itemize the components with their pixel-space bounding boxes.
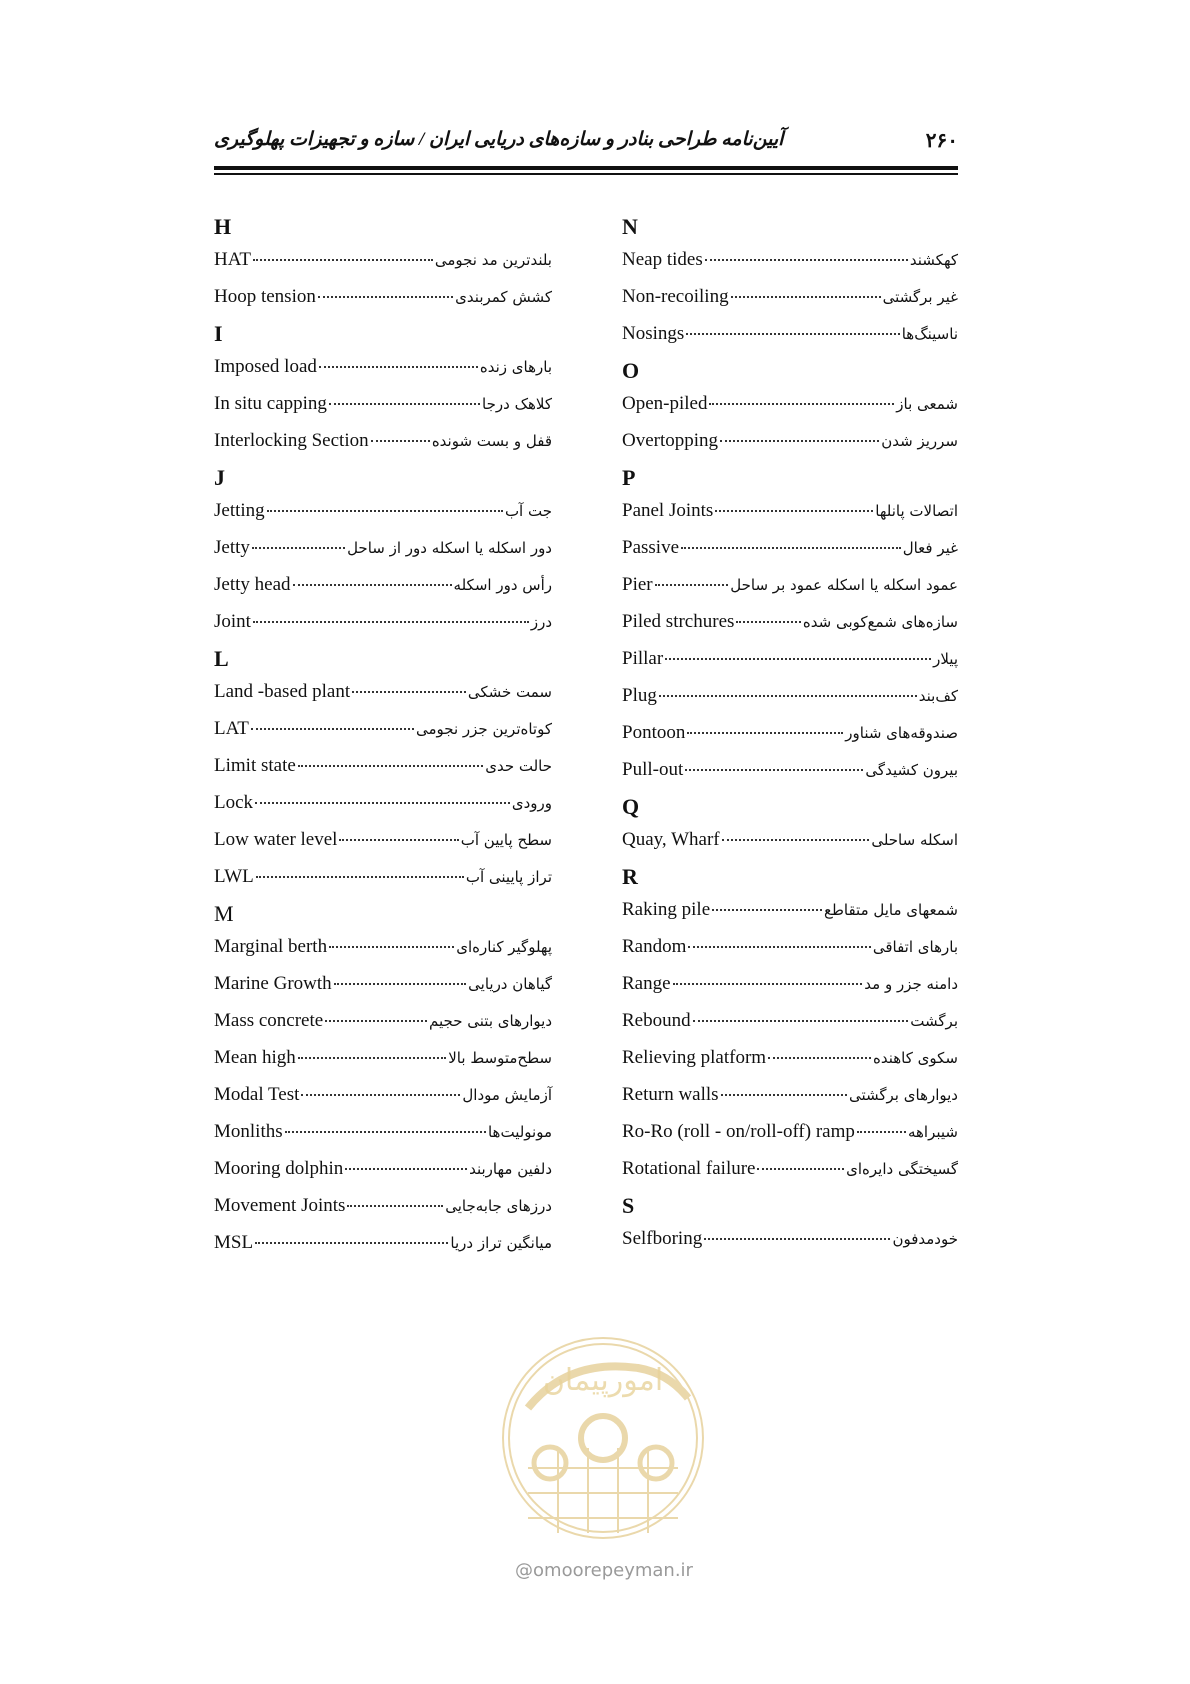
- term-english: Quay, Wharf: [622, 829, 720, 850]
- term-persian: غیر فعال: [902, 539, 958, 557]
- term-persian: پهلوگیر کناره‌ای: [456, 938, 552, 956]
- dot-leader: [720, 440, 879, 442]
- term-english: Return walls: [622, 1084, 719, 1105]
- term-persian: اسکله ساحلی: [871, 831, 958, 849]
- dot-leader: [256, 876, 464, 878]
- glossary-entry: [622, 492, 958, 529]
- glossary-entry: [214, 348, 552, 385]
- glossary-entry: [622, 928, 958, 965]
- dot-leader: [329, 946, 454, 948]
- dot-leader: [704, 1238, 890, 1240]
- glossary-entry: [214, 241, 552, 278]
- term-english: Movement Joints: [214, 1195, 346, 1216]
- term-english: Modal Test: [214, 1084, 300, 1105]
- glossary-entry: [622, 315, 958, 352]
- term-persian: ورودی: [511, 794, 552, 812]
- term-persian: سطح پایین آب: [460, 831, 552, 849]
- dot-leader: [688, 946, 870, 948]
- dot-leader: [721, 1094, 847, 1096]
- dot-leader: [319, 366, 478, 368]
- term-persian: سمت خشکی: [467, 683, 552, 701]
- term-english: Mooring dolphin: [214, 1158, 344, 1179]
- term-persian: بیرون کشیدگی: [865, 761, 958, 779]
- dot-leader: [325, 1020, 427, 1022]
- page-number: ۲۶۰: [925, 130, 958, 152]
- dot-leader: [301, 1094, 460, 1096]
- glossary-entry: [622, 751, 958, 788]
- dot-leader: [768, 1057, 871, 1059]
- term-english: Marine Growth: [214, 973, 332, 994]
- glossary-entry: [214, 1187, 552, 1224]
- dot-leader: [285, 1131, 486, 1133]
- term-english: Nosings: [622, 323, 685, 344]
- section-letter: P: [622, 465, 636, 490]
- glossary-entry: [214, 1224, 552, 1261]
- dot-leader: [252, 547, 345, 549]
- term-english: Jetty head: [214, 574, 291, 595]
- section-letter: I: [214, 321, 223, 346]
- section-letter: H: [214, 214, 232, 239]
- glossary-entry: [622, 566, 958, 603]
- dot-leader: [347, 1205, 443, 1207]
- term-persian: شمعی باز: [896, 395, 958, 413]
- glossary-entry: [622, 1150, 958, 1187]
- glossary-entry: [214, 928, 552, 965]
- dot-leader: [731, 296, 881, 298]
- term-english: Non-recoiling: [622, 286, 729, 307]
- term-persian: حالت حدی: [485, 757, 552, 775]
- term-persian: گسیختگی دایره‌ای: [846, 1160, 958, 1178]
- glossary-entry: [622, 1039, 958, 1076]
- term-english: Selfboring: [622, 1228, 703, 1249]
- dot-leader: [757, 1168, 844, 1170]
- dot-leader: [329, 403, 480, 405]
- glossary-entry: [214, 566, 552, 603]
- dot-leader: [722, 839, 870, 841]
- term-english: Mean high: [214, 1047, 296, 1068]
- term-persian: سازه‌های شمع‌کوبی شده: [802, 613, 958, 631]
- dot-leader: [715, 510, 873, 512]
- section-letter: S: [622, 1193, 635, 1218]
- glossary-entry: [214, 603, 552, 640]
- term-persian: صندوقه‌های شناور: [845, 724, 958, 742]
- term-persian: کشش کمربندی: [455, 288, 552, 306]
- term-english: Land -based plant: [214, 681, 351, 702]
- dot-leader: [659, 695, 917, 697]
- glossary-entry: [214, 278, 552, 315]
- dot-leader: [255, 1242, 448, 1244]
- term-persian: سکوی کاهنده: [873, 1049, 958, 1067]
- term-persian: ناسینگ‌ها: [901, 325, 958, 343]
- term-english: Interlocking Section: [214, 430, 369, 451]
- dot-leader: [655, 584, 729, 586]
- dot-leader: [253, 621, 529, 623]
- glossary-entry: [622, 677, 958, 714]
- glossary-entry: [214, 965, 552, 1002]
- term-persian: دلفین مهاربند: [469, 1160, 552, 1178]
- watermark-logo-text: امورپیمان: [542, 1363, 664, 1398]
- term-english: LAT: [214, 718, 249, 739]
- term-english: Mass concrete: [214, 1010, 324, 1031]
- glossary-entry: [622, 640, 958, 677]
- term-english: Overtopping: [622, 430, 719, 451]
- term-english: Open-piled: [622, 393, 708, 414]
- term-persian: عمود اسکله یا اسکله عمود بر ساحل: [730, 576, 958, 594]
- term-persian: برگشت: [910, 1012, 958, 1030]
- dot-leader: [345, 1168, 467, 1170]
- glossary-entry: [214, 1113, 552, 1150]
- dot-leader: [736, 621, 801, 623]
- glossary-entry: [214, 422, 552, 459]
- dot-leader: [318, 296, 453, 298]
- term-english: Plug: [622, 685, 657, 706]
- dot-leader: [293, 584, 452, 586]
- section-letter: L: [214, 646, 229, 671]
- term-persian: گیاهان دریایی: [468, 975, 552, 993]
- running-title: آیین‌نامه طراحی بنادر و سازه‌های دریایی ایران / سازه و تجهیزات پهلوگیری: [214, 129, 784, 150]
- term-english: Panel Joints: [622, 500, 714, 521]
- term-english: Imposed load: [214, 356, 317, 377]
- dot-leader: [673, 983, 863, 985]
- term-english: Jetty: [214, 537, 250, 558]
- term-persian: شمعهای مایل متقاطع: [823, 901, 958, 919]
- term-english: Pull-out: [622, 759, 684, 780]
- glossary-entry: [214, 492, 552, 529]
- glossary-entry: [622, 965, 958, 1002]
- section-letter: M: [214, 901, 234, 926]
- term-english: LWL: [214, 866, 254, 887]
- term-persian: مونولیت‌ها: [487, 1123, 552, 1141]
- page-header: [214, 128, 958, 178]
- term-english: Hoop tension: [214, 286, 316, 307]
- term-english: Ro-Ro (roll - on/roll-off) ramp: [622, 1121, 855, 1142]
- dot-leader: [334, 983, 466, 985]
- dot-leader: [857, 1131, 906, 1133]
- dot-leader: [251, 728, 414, 730]
- glossary-column-left: [214, 212, 552, 1261]
- term-persian: میانگین تراز دریا: [450, 1234, 552, 1252]
- glossary-entry: [214, 747, 552, 784]
- dot-leader: [352, 691, 466, 693]
- glossary-entry: [214, 1039, 552, 1076]
- term-english: MSL: [214, 1232, 254, 1253]
- term-english: Low water level: [214, 829, 338, 850]
- term-persian: سطح‌متوسط بالا: [448, 1049, 552, 1067]
- glossary-entry: [622, 1113, 958, 1150]
- dot-leader: [255, 802, 510, 804]
- term-english: Joint: [214, 611, 251, 632]
- term-english: Pier: [622, 574, 653, 595]
- glossary-entry: [622, 603, 958, 640]
- term-persian: دیوارهای برگشتی: [848, 1086, 958, 1104]
- glossary-entry: [622, 278, 958, 315]
- glossary-entry: [214, 1002, 552, 1039]
- glossary-entry: [622, 891, 958, 928]
- dot-leader: [665, 658, 931, 660]
- term-english: HAT: [214, 249, 251, 270]
- term-persian: قفل و بست شونده: [431, 432, 552, 450]
- section-letter: Q: [622, 794, 640, 819]
- watermark-site-text: @omoorepeyman.ir: [515, 1560, 693, 1581]
- term-persian: بلندترین مد نجومی: [434, 251, 552, 269]
- term-english: Rotational failure: [622, 1158, 756, 1179]
- dot-leader: [687, 732, 843, 734]
- glossary-entry: [622, 385, 958, 422]
- glossary-entry: [214, 1076, 552, 1113]
- term-english: Range: [622, 973, 671, 994]
- glossary-entry: [214, 385, 552, 422]
- term-persian: غیر برگشتی: [882, 288, 958, 306]
- term-english: Pillar: [622, 648, 664, 669]
- header-rule-thin: [214, 173, 958, 175]
- glossary-entry: [214, 673, 552, 710]
- term-english: Jetting: [214, 500, 265, 521]
- term-persian: دور اسکله یا اسکله دور از ساحل: [347, 539, 552, 557]
- term-english: Passive: [622, 537, 679, 558]
- dot-leader: [709, 403, 894, 405]
- glossary-entry: [214, 1150, 552, 1187]
- section-letter: N: [622, 214, 638, 239]
- dot-leader: [681, 547, 901, 549]
- dot-leader: [371, 440, 430, 442]
- term-persian: تراز پایینی آب: [465, 868, 552, 886]
- term-persian: درزهای جابه‌جایی: [445, 1197, 552, 1215]
- dot-leader: [298, 765, 483, 767]
- term-english: Lock: [214, 792, 254, 813]
- section-letter: J: [214, 465, 225, 490]
- term-english: Raking pile: [622, 899, 711, 920]
- term-english: Piled strchures: [622, 611, 735, 632]
- glossary-entry: [622, 422, 958, 459]
- glossary-entry: [622, 1076, 958, 1113]
- term-persian: درز: [530, 613, 552, 631]
- term-persian: پیلار: [933, 650, 958, 668]
- term-persian: کوتاه‌ترین جزر نجومی: [415, 720, 552, 738]
- term-english: Relieving platform: [622, 1047, 767, 1068]
- section-letter: O: [622, 358, 640, 383]
- term-persian: کف‌بند: [918, 687, 958, 705]
- term-persian: کلاهک درجا: [482, 395, 552, 413]
- term-english: Limit state: [214, 755, 296, 776]
- dot-leader: [267, 510, 503, 512]
- glossary-entry: [622, 1002, 958, 1039]
- glossary-entry: [214, 858, 552, 895]
- dot-leader: [705, 259, 908, 261]
- term-persian: سرریز شدن: [881, 432, 958, 450]
- term-persian: آزمایش مودال: [462, 1086, 552, 1104]
- watermark-logo: [488, 1318, 718, 1578]
- term-persian: بارهای اتفاقی: [872, 938, 958, 956]
- dot-leader: [339, 839, 458, 841]
- section-letter: R: [622, 864, 638, 889]
- glossary-entry: [622, 821, 958, 858]
- dot-leader: [686, 333, 899, 335]
- term-english: Marginal berth: [214, 936, 328, 957]
- term-persian: خودمدفون: [892, 1230, 958, 1248]
- dot-leader: [685, 769, 863, 771]
- term-english: Rebound: [622, 1010, 691, 1031]
- glossary-entry: [622, 714, 958, 751]
- glossary-column-right: [622, 212, 958, 1257]
- glossary-entry: [622, 529, 958, 566]
- dot-leader: [712, 909, 822, 911]
- term-english: In situ capping: [214, 393, 327, 414]
- term-english: Neap tides: [622, 249, 703, 270]
- term-persian: جت آب: [504, 502, 552, 520]
- glossary-entry: [622, 241, 958, 278]
- term-persian: کهکشند: [909, 251, 958, 269]
- header-rule-thick: [214, 166, 958, 170]
- dot-leader: [253, 259, 433, 261]
- term-persian: بارهای زنده: [479, 358, 552, 376]
- dot-leader: [298, 1057, 446, 1059]
- glossary-entry: [214, 784, 552, 821]
- glossary-entry: [214, 821, 552, 858]
- term-persian: رأس دور اسکله: [453, 576, 552, 594]
- term-persian: شیبراهه: [907, 1123, 958, 1141]
- term-english: Random: [622, 936, 687, 957]
- glossary-entry: [214, 529, 552, 566]
- dot-leader: [693, 1020, 909, 1022]
- term-english: Monliths: [214, 1121, 283, 1142]
- glossary-entry: [214, 710, 552, 747]
- glossary-entry: [622, 1220, 958, 1257]
- term-persian: اتصالات پانلها: [875, 502, 958, 520]
- term-persian: دیوارهای بتنی حجیم: [429, 1012, 552, 1030]
- term-english: Pontoon: [622, 722, 686, 743]
- term-persian: دامنه جزر و مد: [864, 975, 958, 993]
